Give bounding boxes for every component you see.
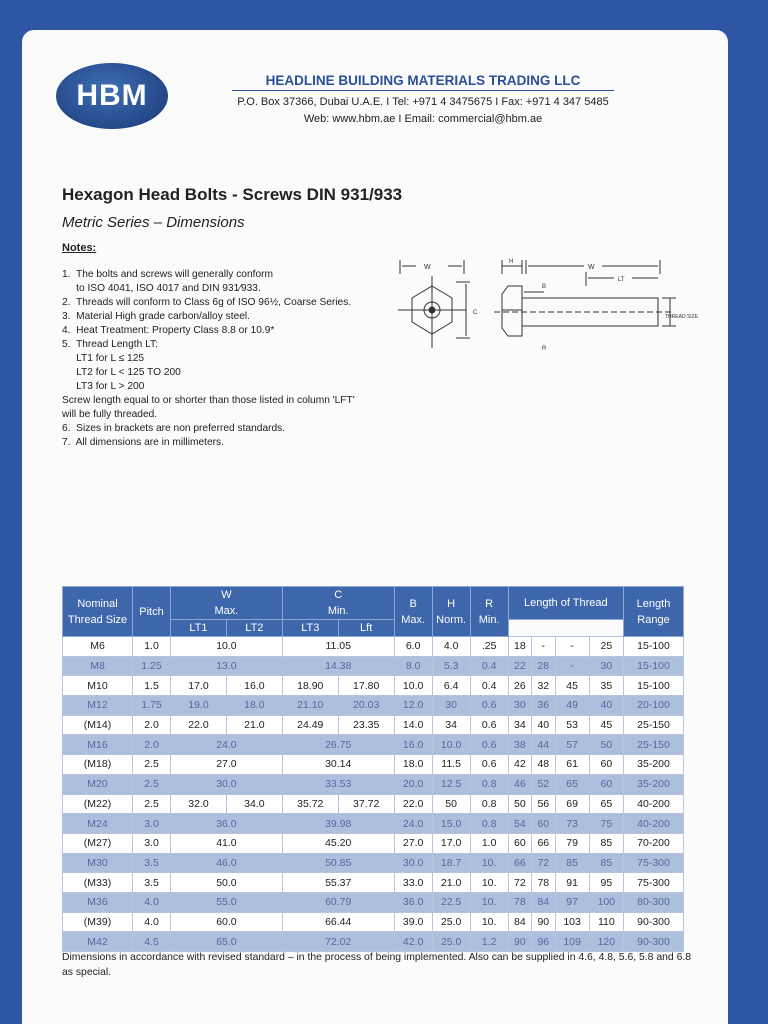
cell-size: (M18) [63, 755, 133, 775]
cell-size: M8 [63, 656, 133, 676]
diagram-lt-label: LT [618, 277, 625, 283]
cell-pitch: 4.5 [133, 932, 171, 952]
cell-length-range: 90-300 [624, 912, 684, 932]
cell-w-max: 22.0 [171, 715, 227, 735]
cell-w-min: 18.0 [226, 696, 282, 716]
cell-lft: 110 [589, 912, 623, 932]
cell-lt1: 66 [508, 853, 531, 873]
cell-r: 1.0 [470, 833, 508, 853]
document-sheet [22, 30, 728, 1024]
cell-r: 0.8 [470, 814, 508, 834]
table-row [63, 755, 684, 775]
cell-pitch: 2.5 [133, 755, 171, 775]
cell-lt3: - [555, 656, 589, 676]
cell-lt1: 26 [508, 676, 531, 696]
cell-length-range: 15-100 [624, 676, 684, 696]
cell-length-range: 35-200 [624, 755, 684, 775]
diagram-c-label: C [473, 310, 478, 316]
cell-w: 65.0 [171, 932, 283, 952]
cell-lt3: 85 [555, 853, 589, 873]
cell-b: 12.0 [394, 696, 432, 716]
company-name: HEADLINE BUILDING MATERIALS TRADING LLC [232, 73, 614, 91]
contact-address-phone: P.O. Box 37366, Dubai U.A.E. I Tel: +971 4 3475675 I Fax: +971 4 347 5485 [237, 96, 609, 108]
table-row [63, 676, 684, 696]
cell-lt3: 45 [555, 676, 589, 696]
cell-c-max: 18.90 [282, 676, 338, 696]
cell-w: 46.0 [171, 853, 283, 873]
cell-b: 27.0 [394, 833, 432, 853]
cell-r: 0.6 [470, 735, 508, 755]
cell-lt2: 56 [532, 794, 555, 814]
cell-size: M6 [63, 637, 133, 657]
cell-lt2: 78 [532, 873, 555, 893]
cell-w-min: 34.0 [226, 794, 282, 814]
cell-size: M12 [63, 696, 133, 716]
col-length-of-thread: Length of Thread [508, 587, 623, 620]
note-line: will be fully threaded. [62, 409, 158, 420]
cell-h: 15.0 [432, 814, 470, 834]
cell-r: .25 [470, 637, 508, 657]
cell-pitch: 4.0 [133, 912, 171, 932]
contact-web-email: Web: www.hbm.ae I Email: commercial@hbm.ae [303, 113, 543, 125]
diagram-b-label: B [542, 284, 547, 290]
cell-lt2: 40 [532, 715, 555, 735]
document-subtitle: Metric Series – Dimensions [62, 214, 245, 231]
cell-b: 24.0 [394, 814, 432, 834]
cell-b: 39.0 [394, 912, 432, 932]
cell-lt2: 90 [532, 912, 555, 932]
table-row [63, 637, 684, 657]
col-b: B Max. [394, 587, 432, 637]
cell-lt3: - [555, 637, 589, 657]
cell-size: (M39) [63, 912, 133, 932]
diagram-h-label: H [509, 259, 514, 265]
note-line: 2. Threads will conform to Class 6g of ISO 96½, Coarse Series. [62, 297, 352, 308]
cell-lt2: 52 [532, 774, 555, 794]
cell-w: 60.0 [171, 912, 283, 932]
cell-size: M42 [63, 932, 133, 952]
cell-lt3: 65 [555, 774, 589, 794]
cell-lft: 100 [589, 892, 623, 912]
cell-lt1: 42 [508, 755, 531, 775]
cell-lt1: 54 [508, 814, 531, 834]
cell-h: 11.5 [432, 755, 470, 775]
cell-lft: 35 [589, 676, 623, 696]
cell-r: 0.8 [470, 794, 508, 814]
cell-size: (M33) [63, 873, 133, 893]
col-w: W Max. [171, 587, 283, 620]
cell-c-min: 20.03 [338, 696, 394, 716]
note-line: 4. Heat Treatment: Property Class 8.8 or 10.9* [62, 325, 275, 336]
cell-r: 10. [470, 892, 508, 912]
cell-r: 0.8 [470, 774, 508, 794]
cell-lft: 60 [589, 774, 623, 794]
cell-h: 30 [432, 696, 470, 716]
note-line: LT1 for L ≤ 125 [62, 353, 145, 364]
cell-c-max: 35.72 [282, 794, 338, 814]
cell-lft: 40 [589, 696, 623, 716]
col-lt2: LT2 [226, 620, 282, 637]
note-line: LT3 for L > 200 [62, 381, 145, 392]
cell-w: 55.0 [171, 892, 283, 912]
cell-h: 25.0 [432, 932, 470, 952]
note-line: 1. The bolts and screws will generally conform [62, 269, 274, 280]
cell-lt2: 48 [532, 755, 555, 775]
cell-pitch: 3.0 [133, 814, 171, 834]
cell-w: 30.0 [171, 774, 283, 794]
cell-h: 4.0 [432, 637, 470, 657]
cell-b: 6.0 [394, 637, 432, 657]
table-row [63, 912, 684, 932]
cell-c: 11.05 [282, 637, 394, 657]
cell-b: 8.0 [394, 656, 432, 676]
col-r: R Min. [470, 587, 508, 637]
cell-length-range: 75-300 [624, 873, 684, 893]
cell-c: 50.85 [282, 853, 394, 873]
cell-c: 55.37 [282, 873, 394, 893]
table-row [63, 656, 684, 676]
cell-pitch: 3.0 [133, 833, 171, 853]
table-row [63, 833, 684, 853]
cell-lt1: 34 [508, 715, 531, 735]
cell-r: 10. [470, 853, 508, 873]
cell-lt3: 79 [555, 833, 589, 853]
cell-h: 34 [432, 715, 470, 735]
cell-lft: 65 [589, 794, 623, 814]
col-length-range: Length Range [624, 587, 684, 637]
cell-w-max: 17.0 [171, 676, 227, 696]
note-line: to ISO 4041, ISO 4017 and DIN 931⁄933. [62, 283, 261, 294]
cell-lft: 45 [589, 715, 623, 735]
table-row [63, 814, 684, 834]
cell-lt1: 84 [508, 912, 531, 932]
cell-pitch: 3.5 [133, 853, 171, 873]
cell-length-range: 35-200 [624, 774, 684, 794]
cell-b: 20.0 [394, 774, 432, 794]
note-line: Screw length equal to or shorter than those listed in column 'LFT' [62, 395, 355, 406]
notes-list [62, 268, 402, 450]
cell-size: M24 [63, 814, 133, 834]
diagram-thread-size-label: THREAD SIZE [665, 314, 699, 320]
col-lft: Lft [338, 620, 394, 637]
company-logo [56, 63, 168, 129]
dimensions-table-body [63, 637, 684, 952]
cell-lft: 30 [589, 656, 623, 676]
cell-lft: 75 [589, 814, 623, 834]
table-row [63, 715, 684, 735]
cell-lt2: 66 [532, 833, 555, 853]
cell-length-range: 15-100 [624, 637, 684, 657]
cell-lft: 120 [589, 932, 623, 952]
cell-c: 33.53 [282, 774, 394, 794]
cell-lt2: 44 [532, 735, 555, 755]
cell-lt3: 49 [555, 696, 589, 716]
cell-h: 17.0 [432, 833, 470, 853]
cell-w: 24.0 [171, 735, 283, 755]
cell-r: 0.6 [470, 755, 508, 775]
cell-lt3: 69 [555, 794, 589, 814]
col-c: C Min. [282, 587, 394, 620]
cell-lt3: 103 [555, 912, 589, 932]
cell-b: 18.0 [394, 755, 432, 775]
cell-c: 39.98 [282, 814, 394, 834]
cell-lt1: 22 [508, 656, 531, 676]
col-lt1: LT1 [171, 620, 227, 637]
cell-lt3: 53 [555, 715, 589, 735]
cell-lft: 50 [589, 735, 623, 755]
cell-lt3: 97 [555, 892, 589, 912]
cell-size: (M27) [63, 833, 133, 853]
cell-c-min: 17.80 [338, 676, 394, 696]
cell-c: 14.38 [282, 656, 394, 676]
document-title: Hexagon Head Bolts - Screws DIN 931/933 [62, 185, 403, 204]
col-lt3: LT3 [282, 620, 338, 637]
cell-c: 26.75 [282, 735, 394, 755]
cell-h: 10.0 [432, 735, 470, 755]
table-row [63, 696, 684, 716]
cell-w: 27.0 [171, 755, 283, 775]
cell-w: 41.0 [171, 833, 283, 853]
cell-pitch: 1.75 [133, 696, 171, 716]
cell-lft: 95 [589, 873, 623, 893]
col-pitch: Pitch [133, 587, 171, 637]
bolt-dimension-diagram [374, 252, 714, 362]
cell-length-range: 25-150 [624, 735, 684, 755]
cell-h: 22.5 [432, 892, 470, 912]
cell-lt3: 57 [555, 735, 589, 755]
cell-w-min: 21.0 [226, 715, 282, 735]
cell-c: 72.02 [282, 932, 394, 952]
table-row [63, 774, 684, 794]
cell-length-range: 40-200 [624, 814, 684, 834]
cell-length-range: 15-100 [624, 656, 684, 676]
footer-note: Dimensions in accordance with revised standard – in the process of being implemented. Also can be supplied in 4.6, 4.8, 5.6, 5.8 and 6.8 as special. [62, 952, 692, 978]
cell-size: (M14) [63, 715, 133, 735]
cell-b: 30.0 [394, 853, 432, 873]
cell-size: M30 [63, 853, 133, 873]
cell-lt2: 60 [532, 814, 555, 834]
cell-pitch: 2.0 [133, 715, 171, 735]
table-row [63, 932, 684, 952]
cell-lt1: 60 [508, 833, 531, 853]
dimensions-table [62, 586, 684, 952]
cell-pitch: 1.0 [133, 637, 171, 657]
notes-heading: Notes: [62, 242, 97, 254]
cell-r: 10. [470, 912, 508, 932]
cell-r: 0.6 [470, 715, 508, 735]
cell-pitch: 4.0 [133, 892, 171, 912]
cell-h: 5.3 [432, 656, 470, 676]
note-line: 6. Sizes in brackets are non preferred standards. [62, 423, 286, 434]
cell-lt2: 72 [532, 853, 555, 873]
cell-w-min: 16.0 [226, 676, 282, 696]
cell-b: 33.0 [394, 873, 432, 893]
cell-c-max: 24.49 [282, 715, 338, 735]
cell-size: M20 [63, 774, 133, 794]
cell-lt2: 28 [532, 656, 555, 676]
cell-w-max: 32.0 [171, 794, 227, 814]
note-line: LT2 for L < 125 TO 200 [62, 367, 181, 378]
cell-length-range: 40-200 [624, 794, 684, 814]
cell-pitch: 2.5 [133, 794, 171, 814]
cell-size: M36 [63, 892, 133, 912]
table-row [63, 892, 684, 912]
cell-h: 18.7 [432, 853, 470, 873]
table-row [63, 735, 684, 755]
cell-lft: 25 [589, 637, 623, 657]
logo-text: HBM [76, 79, 148, 112]
table-row [63, 794, 684, 814]
cell-length-range: 90-300 [624, 932, 684, 952]
cell-lt1: 18 [508, 637, 531, 657]
cell-w: 36.0 [171, 814, 283, 834]
cell-w: 10.0 [171, 637, 283, 657]
cell-pitch: 2.5 [133, 774, 171, 794]
cell-h: 25.0 [432, 912, 470, 932]
cell-b: 14.0 [394, 715, 432, 735]
cell-length-range: 25-150 [624, 715, 684, 735]
cell-h: 50 [432, 794, 470, 814]
cell-r: 1.2 [470, 932, 508, 952]
col-h: H Norm. [432, 587, 470, 637]
cell-r: 0.4 [470, 676, 508, 696]
cell-lft: 85 [589, 853, 623, 873]
cell-lt2: - [532, 637, 555, 657]
cell-h: 6.4 [432, 676, 470, 696]
cell-size: M10 [63, 676, 133, 696]
cell-lt3: 61 [555, 755, 589, 775]
cell-r: 10. [470, 873, 508, 893]
note-line: 3. Material High grade carbon/alloy steel. [62, 311, 251, 322]
table-row [63, 873, 684, 893]
cell-lft: 85 [589, 833, 623, 853]
cell-c: 30.14 [282, 755, 394, 775]
cell-pitch: 1.25 [133, 656, 171, 676]
cell-lt1: 30 [508, 696, 531, 716]
cell-lt1: 46 [508, 774, 531, 794]
cell-length-range: 80-300 [624, 892, 684, 912]
cell-c-max: 21.10 [282, 696, 338, 716]
cell-w-max: 19.0 [171, 696, 227, 716]
table-row [63, 853, 684, 873]
cell-b: 16.0 [394, 735, 432, 755]
diagram-w2-label: W [588, 264, 595, 271]
cell-pitch: 2.0 [133, 735, 171, 755]
cell-b: 42.0 [394, 932, 432, 952]
cell-h: 21.0 [432, 873, 470, 893]
cell-c: 45.20 [282, 833, 394, 853]
cell-lt2: 36 [532, 696, 555, 716]
cell-c: 66.44 [282, 912, 394, 932]
diagram-w-label: W [424, 264, 431, 271]
cell-lt3: 91 [555, 873, 589, 893]
cell-pitch: 3.5 [133, 873, 171, 893]
cell-w: 13.0 [171, 656, 283, 676]
cell-lft: 60 [589, 755, 623, 775]
cell-lt1: 38 [508, 735, 531, 755]
cell-w: 50.0 [171, 873, 283, 893]
cell-pitch: 1.5 [133, 676, 171, 696]
note-line: 7. All dimensions are in millimeters. [62, 437, 224, 448]
cell-b: 10.0 [394, 676, 432, 696]
cell-lt1: 50 [508, 794, 531, 814]
cell-r: 0.6 [470, 696, 508, 716]
cell-size: M16 [63, 735, 133, 755]
cell-c-min: 23.35 [338, 715, 394, 735]
diagram-r-label: R [542, 346, 547, 352]
cell-lt2: 96 [532, 932, 555, 952]
cell-size: (M22) [63, 794, 133, 814]
cell-lt3: 73 [555, 814, 589, 834]
cell-lt1: 72 [508, 873, 531, 893]
cell-length-range: 70-200 [624, 833, 684, 853]
cell-lt3: 109 [555, 932, 589, 952]
cell-length-range: 20-100 [624, 696, 684, 716]
cell-lt1: 90 [508, 932, 531, 952]
cell-c-min: 37.72 [338, 794, 394, 814]
cell-r: 0.4 [470, 656, 508, 676]
col-nominal-thread-size: Nominal Thread Size [63, 587, 133, 637]
cell-lt2: 32 [532, 676, 555, 696]
cell-lt2: 84 [532, 892, 555, 912]
cell-lt1: 78 [508, 892, 531, 912]
note-line: 5. Thread Length LT: [62, 339, 158, 350]
cell-b: 36.0 [394, 892, 432, 912]
cell-h: 12.5 [432, 774, 470, 794]
cell-c: 60.79 [282, 892, 394, 912]
cell-length-range: 75-300 [624, 853, 684, 873]
cell-b: 22.0 [394, 794, 432, 814]
